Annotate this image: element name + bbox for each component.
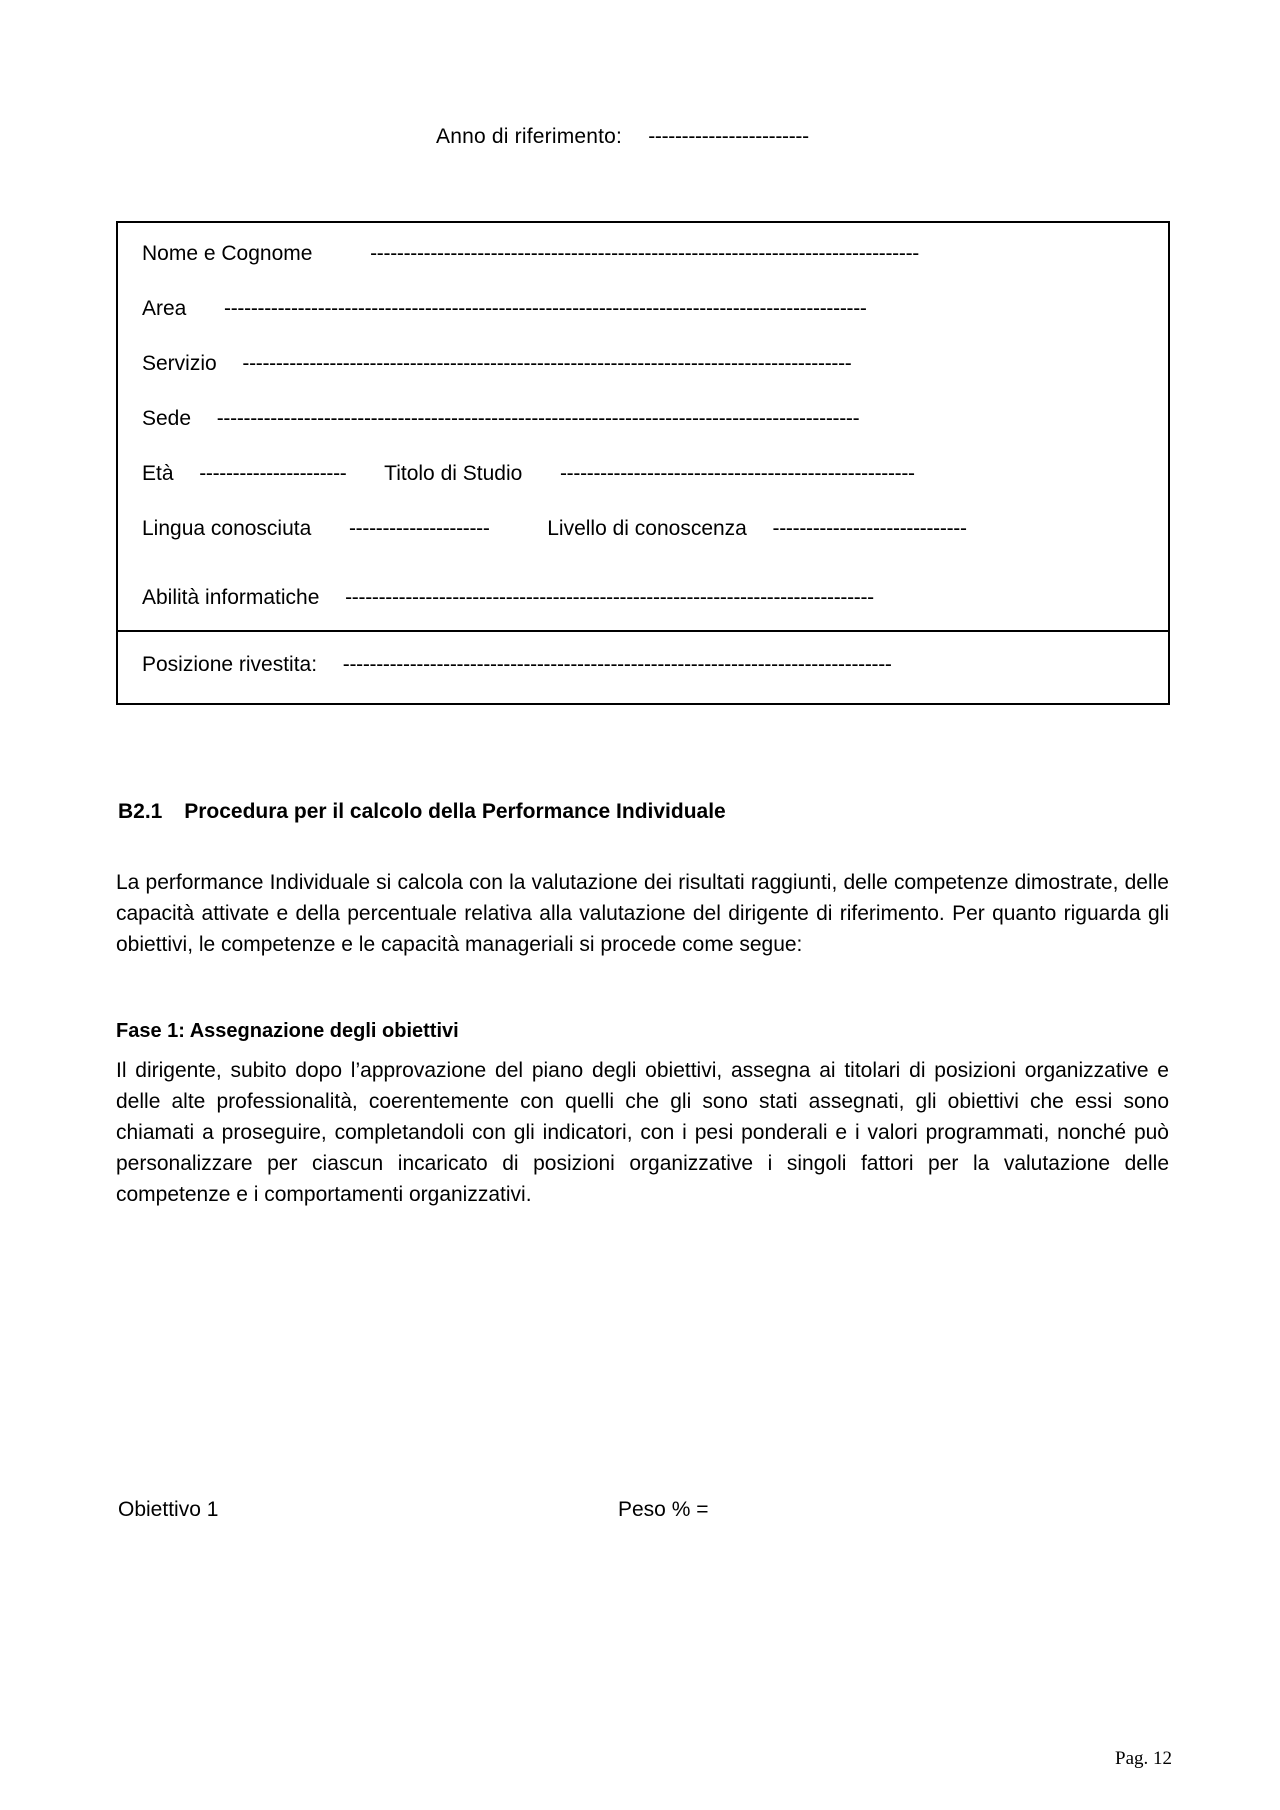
posizione-rivestita-section — [118, 632, 1168, 703]
page-number: Pag. 12 — [1115, 1748, 1172, 1769]
field-label: Età — [142, 462, 174, 485]
personal-info-fields — [118, 223, 1168, 630]
field-dashes: ---------------------------------------------------------------------------------- — [342, 653, 892, 676]
field-abilita-informatiche — [118, 587, 1168, 608]
field-label-secondary: Livello di conoscenza — [547, 517, 747, 540]
field-label: Abilità informatiche — [142, 586, 320, 609]
personal-info-box — [116, 221, 1170, 705]
section-paragraph-1: La performance Individuale si calcola con la valutazione dei risultati raggiunti, delle competenze dimostrate, delle capacità attivate e della percentuale relativa alla valutazione del dirigente di riferimento. Per quanto riguarda gli obiettivi, le competenze e le capacità manageriali si procede come segue: — [116, 871, 1169, 956]
field-area — [118, 298, 1168, 319]
objective-peso-label: Peso % = — [618, 1498, 709, 1521]
field-label: Area — [142, 297, 187, 320]
field-label: Nome e Cognome — [142, 242, 313, 265]
field-dashes: ------------------------------------------------------------------------------------------------ — [224, 297, 867, 320]
field-dashes: ------------------------------------------------------------------------------------------------ — [216, 407, 860, 430]
field-label: Servizio — [142, 352, 217, 375]
field-label-secondary: Titolo di Studio — [384, 462, 523, 485]
field-eta-titolo-di-studio — [118, 463, 1168, 484]
field-servizio — [118, 353, 1168, 374]
section-number: B2.1 — [118, 800, 163, 823]
field-sede — [118, 408, 1168, 429]
field-posizione-rivestita — [118, 654, 1168, 675]
field-dashes-secondary: ----------------------------- — [772, 517, 967, 540]
field-label: Sede — [142, 407, 192, 430]
field-dashes: --------------------- — [348, 517, 490, 540]
field-dashes: ------------------------------------------------------------------------------------------- — [242, 352, 852, 375]
section-title: Procedura per il calcolo della Performance Individuale — [184, 800, 726, 823]
field-nome-e-cognome — [118, 243, 1168, 264]
anno-value-dashes: ------------------------ — [648, 125, 809, 148]
field-dashes-secondary: ----------------------------------------------------- — [559, 462, 915, 485]
objective-label: Obiettivo 1 — [118, 1498, 219, 1521]
field-dashes: ------------------------------------------------------------------------------- — [345, 586, 874, 609]
section-heading — [118, 800, 726, 824]
field-label: Posizione rivestita: — [142, 653, 318, 676]
field-dashes: ---------------------------------------------------------------------------------- — [370, 242, 919, 265]
field-lingua-livello-conoscenza — [118, 518, 1168, 539]
objective-row — [118, 1498, 1171, 1522]
section-paragraph-2: Il dirigente, subito dopo l’approvazione del piano degli obiettivi, assegna ai titolari di posizioni organizzative e delle alte professionalità, coerentemente con quelli che gli sono stati assegnati, gli obiettivi che essi sono chiamati a proseguire, completandoli con gli indicatori, con i pesi ponderali e i valori programmati, nonché può personalizzare per ciascun incaricato di posizioni organizzative i singoli fattori per la valutazione delle competenze e i comportamenti organizzativi. — [116, 1059, 1169, 1206]
anno-di-riferimento-line — [436, 125, 809, 149]
fase-1-title: Fase 1: Assegnazione degli obiettivi — [116, 1020, 459, 1042]
field-label: Lingua conosciuta — [142, 517, 312, 540]
anno-label: Anno di riferimento: — [436, 125, 623, 148]
field-dashes: ---------------------- — [199, 462, 347, 485]
